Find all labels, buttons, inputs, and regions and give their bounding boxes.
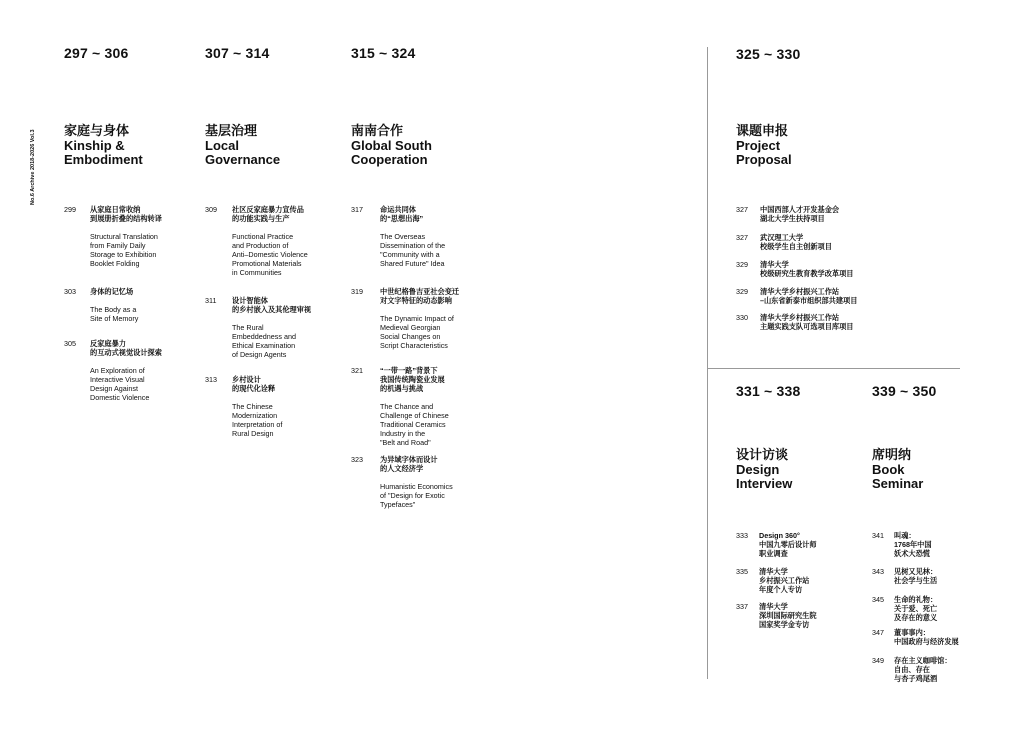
entry-page-number: 347 [872,628,884,637]
entry-body [759,567,809,594]
entry-body [759,531,817,558]
entry-page-number: 329 [736,260,748,269]
entry-title-cn-line: 清华大学 [759,602,788,611]
entry-body [90,339,162,402]
entry-title-cn-line: 清华大学 [759,567,788,576]
entry-title-en-line: Interpretation of [232,420,283,429]
entry-title-cn [380,366,449,393]
entry-page-number: 319 [351,287,363,296]
entry-title-cn [760,260,853,278]
entry-title-cn-line: 1768年中国 [894,540,932,549]
entry-page-number: 345 [872,595,884,604]
entry-title-en [232,323,311,359]
entry-title-en-line: "Belt and Road" [380,438,431,447]
entry-title-cn [760,205,839,223]
entry-title-cn-line: 社会学与生活 [894,576,938,585]
entry-body [380,287,459,350]
entry-title-cn [759,602,817,629]
entry-page-number: 309 [205,205,217,214]
entry-body [894,531,932,558]
entry-body [90,287,138,323]
entry-page-number: 335 [736,567,748,576]
section-title-interview [736,448,792,492]
entry-title-cn-line: 乡村设计 [232,375,261,384]
entry-title-cn-line: 自由、存在 [894,665,930,674]
entry-title-en-line: "Community with a [380,250,440,259]
entry-page-number: 313 [205,375,217,384]
entry-title-en [380,402,449,447]
section-title-en-line: Project [736,137,781,153]
entry-title-en-line: Rural Design [232,429,274,438]
entry-page-number: 299 [64,205,76,214]
entry-title-cn-line: 校级研究生教育教学改革项目 [760,269,854,278]
entry-page-number: 327 [736,205,748,214]
entry-title-cn-line: 设计智能体 [232,296,268,305]
entry-title-cn-line: Design 360° [759,531,800,540]
entry-title-en-line: Embeddedness and [232,332,296,341]
entry-title-cn [894,656,952,683]
entry-title-en-line: Challenge of Chinese [380,411,449,420]
entry-title-en-line: The Rural [232,323,264,332]
entry-title-cn [90,287,138,296]
section-title-en-line: Book [872,461,905,477]
entry-page-number: 327 [736,233,748,242]
entry-page-number: 329 [736,287,748,296]
entry-title-en-line: Interactive Visual [90,375,145,384]
entry-title-en-line: of "Design for Exotic [380,491,445,500]
entry-title-cn-line: 生命的礼物： [894,595,938,604]
entry-title-cn [894,595,937,622]
entry-title-en-line: Shared Future" Idea [380,259,445,268]
entry-body [894,567,937,585]
entry-page-number: 303 [64,287,76,296]
entry-title-cn-line: 见树又见林： [894,567,938,576]
entry-title-en-line: Traditional Ceramics [380,420,446,429]
section-title-kinship [64,124,143,168]
entry-body [759,602,817,629]
entry-title-cn-line: 的机遇与挑战 [380,384,424,393]
entry-page-number: 323 [351,455,363,464]
entry-page-number: 343 [872,567,884,576]
entry-title-en-line: Medieval Georgian [380,323,441,332]
entry-body [760,313,853,331]
entry-title-cn [760,287,857,305]
entry-title-en [380,314,459,350]
entry-title-cn-line: 清华大学乡村振兴工作站 [760,287,840,296]
entry-title-en-line: Domestic Violence [90,393,150,402]
entry-title-en [380,232,445,268]
section-title-governance [205,124,280,168]
entry-title-cn-line: 清华大学 [760,260,789,269]
entry-title-en-line: Modernization [232,411,278,420]
entry-title-cn [759,567,809,594]
entry-title-cn-line: –山东省新泰市组织部共建项目 [760,296,858,305]
section-title-en-line: Local [205,137,239,153]
entry-page-number: 349 [872,656,884,665]
entry-title-cn-line: 的功能实践与生产 [232,214,290,223]
section-range-governance: 307 ~ 314 [205,45,270,61]
entry-title-cn [760,313,853,331]
entry-page-number: 305 [64,339,76,348]
entry-title-en-line: Storage to Exhibition [90,250,157,259]
entry-title-cn [759,531,817,558]
column-divider-horizontal [707,368,960,369]
entry-title-cn [90,339,162,357]
entry-title-cn-line: 的人文经济学 [380,464,424,473]
entry-page-number: 330 [736,313,748,322]
entry-title-cn-line: 身体的记忆场 [90,287,134,296]
entry-title-cn-line: “一带一路”背景下 [380,366,438,375]
entry-title-cn-line: 董事事内： [894,628,930,637]
section-title-south [351,124,432,168]
entry-title-en-line: Booklet Folding [90,259,140,268]
entry-title-cn-line: 的现代化诠释 [232,384,276,393]
entry-title-cn-line: 从家庭日常收纳 [90,205,141,214]
entry-title-en [232,402,282,438]
section-range-seminar: 339 ~ 350 [872,383,937,399]
entry-title-cn-line: 湖北大学生扶持项目 [760,214,825,223]
section-title-seminar [872,448,923,492]
entry-body [894,595,937,622]
entry-body [380,366,449,447]
side-label: No.6 Archive 2018-2026 Vol.3 [30,129,36,205]
entry-title-cn-line: 反家庭暴力 [90,339,126,348]
section-title-en-line: Embodiment [64,152,143,167]
entry-body [232,205,308,277]
entry-title-en-line: Script Characteristics [380,341,448,350]
entry-body [760,287,857,305]
entry-title-en-line: An Exploration of [90,366,145,375]
entry-page-number: 311 [205,296,217,305]
section-title-cn: 基层治理 [205,123,258,138]
entry-page-number: 337 [736,602,748,611]
entry-title-cn-line: 的乡村嵌入及其伦理审视 [232,305,312,314]
entry-title-cn-line: 我国传统陶瓷业发展 [380,375,445,384]
entry-title-cn-line: 对文字特征的动态影响 [380,296,452,305]
entry-title-cn-line: 年度个人专访 [759,585,803,594]
section-range-interview: 331 ~ 338 [736,383,801,399]
entry-title-en [90,305,138,323]
section-title-en-line: Design [736,461,780,477]
entry-title-en-line: Typefaces" [380,500,416,509]
entry-title-cn-line: 命运共同体 [380,205,416,214]
entry-title-en-line: Social Changes on [380,332,441,341]
section-title-cn: 设计访谈 [736,447,789,462]
entry-title-cn-line: 叫魂： [894,531,916,540]
section-title-en-line: Cooperation [351,152,428,167]
entry-title-cn-line: 的互动式视觉设计探索 [90,348,162,357]
entry-title-cn-line: 社区反家庭暴力宣传品 [232,205,304,214]
entry-body [894,656,952,683]
section-range-kinship: 297 ~ 306 [64,45,129,61]
entry-body [90,205,162,268]
entry-title-en-line: in Communities [232,268,282,277]
section-title-cn: 家庭与身体 [64,123,130,138]
entry-title-cn [232,296,311,314]
entry-title-en-line: Structural Translation [90,232,158,241]
entry-title-en-line: The Body as a [90,305,137,314]
entry-title-en-line: The Dynamic Impact of [380,314,454,323]
section-title-en-line: Kinship & [64,137,125,153]
section-title-proposal [736,124,792,168]
entry-title-cn [894,628,959,646]
entry-title-en-line: Industry in the [380,429,426,438]
entry-title-cn [90,205,162,223]
entry-title-en-line: Humanistic Economics [380,482,453,491]
entry-title-en-line: Anti–Domestic Violence [232,250,308,259]
entry-title-cn-line: 与杏子鸡尾酒 [894,674,938,683]
entry-body [380,205,445,268]
entry-title-cn-line: 中国西部人才开发基金会 [760,205,840,214]
entry-title-cn-line: 国家奖学金专访 [759,620,810,629]
entry-title-cn-line: 为异域字体而设计 [380,455,438,464]
entry-title-cn-line: 职业调查 [759,549,788,558]
entry-title-cn-line: 武汉理工大学 [760,233,804,242]
section-title-en-line: Seminar [872,476,924,491]
entry-body [232,375,282,438]
entry-body [380,455,453,509]
entry-page-number: 333 [736,531,748,540]
entry-title-en [90,366,162,402]
entry-title-cn-line: 的“思想出海” [380,214,424,223]
entry-title-cn-line: 存在主义咖啡馆： [894,656,952,665]
entry-title-cn [380,287,459,305]
section-range-proposal: 325 ~ 330 [736,46,801,62]
entry-title-cn-line: 乡村振兴工作站 [759,576,810,585]
entry-body [232,296,311,359]
section-title-cn: 课题申报 [736,123,789,138]
entry-title-en [232,232,308,277]
entry-page-number: 321 [351,366,363,375]
entry-title-en-line: of Design Agents [232,350,287,359]
entry-title-cn [894,531,932,558]
entry-title-cn-line: 到展册折叠的结构转译 [90,214,162,223]
entry-title-cn [232,375,282,393]
entry-title-en-line: Ethical Examination [232,341,296,350]
entry-title-cn-line: 及存在的意义 [894,613,938,622]
entry-title-en-line: The Chinese [232,402,273,411]
entry-page-number: 317 [351,205,363,214]
entry-title-en-line: Promotional Materials [232,259,302,268]
entry-title-cn-line: 中世纪格鲁吉亚社会变迁 [380,287,460,296]
section-title-en-line: Governance [205,152,281,167]
entry-title-en-line: Design Against [90,384,138,393]
entry-title-en-line: from Family Daily [90,241,146,250]
entry-title-en-line: The Overseas [380,232,426,241]
entry-title-cn [380,455,453,473]
section-title-en-line: Global South [351,137,432,153]
column-divider-vertical [707,47,708,679]
entry-title-cn-line: 妖术大恐慌 [894,549,930,558]
entry-title-cn-line: 主题实践支队可选项目库项目 [760,322,854,331]
entry-title-en-line: Dissemination of the [380,241,446,250]
entry-title-cn-line: 关于爱、死亡 [894,604,938,613]
entry-body [760,233,832,251]
entry-title-cn-line: 中国九零后设计师 [759,540,817,549]
entry-title-en-line: The Chance and [380,402,434,411]
entry-title-cn-line: 深圳国际研究生院 [759,611,817,620]
entry-title-cn [760,233,832,251]
section-title-cn: 南南合作 [351,123,404,138]
entry-title-cn-line: 中国政府与经济发展 [894,637,959,646]
entry-title-en [380,482,453,509]
entry-title-en [90,232,162,268]
section-title-en-line: Proposal [736,152,792,167]
entry-title-en-line: Site of Memory [90,314,139,323]
section-title-cn: 席明纳 [872,447,912,462]
entry-body [760,260,853,278]
entry-title-cn [232,205,308,223]
entry-body [894,628,959,646]
entry-title-en-line: and Production of [232,241,289,250]
section-range-south: 315 ~ 324 [351,45,416,61]
entry-body [760,205,839,223]
entry-title-en-line: Functional Practice [232,232,294,241]
entry-title-cn [380,205,445,223]
entry-page-number: 341 [872,531,884,540]
entry-title-cn-line: 校级学生自主创新项目 [760,242,832,251]
section-title-en-line: Interview [736,476,793,491]
entry-title-cn [894,567,937,585]
entry-title-cn-line: 清华大学乡村振兴工作站 [760,313,840,322]
